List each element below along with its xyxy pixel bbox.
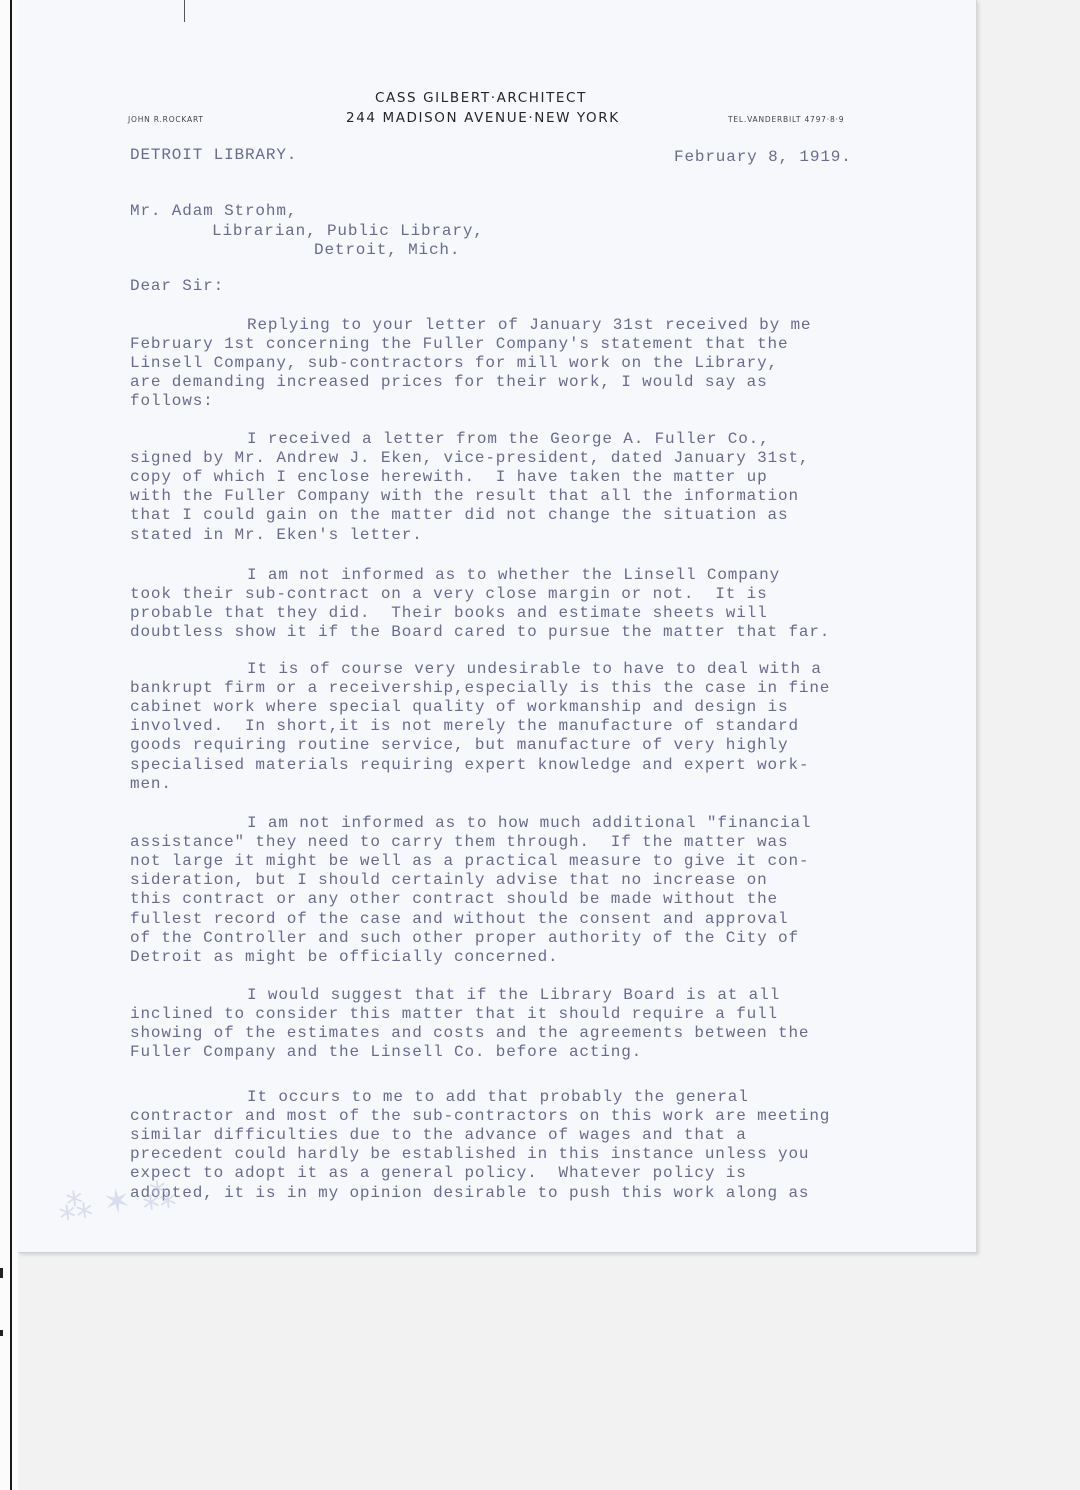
scan-backdrop (0, 0, 18, 1490)
letter-heading: DETROIT LIBRARY. (130, 146, 298, 164)
letterhead-address: 244 MADISON AVENUE·NEW YORK (346, 110, 620, 126)
paragraph-line: signed by Mr. Andrew J. Eken, vice-president, dated January 31st, (130, 449, 810, 468)
paragraph-line: specialised materials requiring expert knowledge and expert work- (130, 755, 810, 774)
paragraph-line: precedent could hardly be established in this instance unless you (130, 1145, 810, 1164)
paragraph-line: February 1st concerning the Fuller Company's statement that the (130, 335, 789, 354)
paragraph-line: fullest record of the case and without the consent and approval (130, 909, 789, 928)
paragraph-line: I received a letter from the George A. Fuller Co., (247, 430, 770, 448)
paragraph-line: showing of the estimates and costs and the agreements between the (130, 1024, 810, 1043)
paragraph-line: doubtless show it if the Board cared to pursue the matter that far. (130, 623, 831, 642)
scan-edge-line (10, 0, 12, 1490)
paragraph-line: Replying to your letter of January 31st received by me (247, 316, 812, 334)
paragraph-line: are demanding increased prices for their work, I would say as (130, 373, 768, 392)
faded-stamp-mark: ⁂ ✶ ⁂ (56, 1174, 179, 1230)
paragraph-line: It occurs to me to add that probably the general (247, 1088, 749, 1106)
letter-date: February 8, 1919. (674, 148, 852, 166)
paragraph-line: bankrupt firm or a receivership,especially is this the case in fine (130, 679, 831, 698)
paragraph-line: contractor and most of the sub-contractors on this work are meeting (130, 1107, 831, 1126)
paragraph-line: adopted, it is in my opinion desirable to push this work along as (130, 1183, 810, 1202)
paragraph-line: It is of course very undesirable to have to deal with a (247, 660, 822, 678)
paragraph-line: follows: (130, 392, 214, 411)
paragraph-line: this contract or any other contract should be made without the (130, 890, 778, 909)
letterhead-firm: CASS GILBERT·ARCHITECT (375, 90, 587, 106)
scan-edge-mark (0, 1330, 3, 1336)
paragraph-line: of the Controller and such other proper authority of the City of (130, 928, 799, 947)
recipient-city: Detroit, Mich. (314, 241, 461, 259)
paper-fold-mark (184, 0, 185, 22)
paragraph-line: I am not informed as to how much additional "financial (247, 814, 812, 832)
letterhead-telephone: TEL.VANDERBILT 4797·8·9 (728, 115, 845, 124)
paragraph-line: with the Fuller Company with the result that all the information (130, 487, 799, 506)
scan-edge-mark (0, 1268, 3, 1278)
salutation: Dear Sir: (130, 277, 225, 295)
paragraph-line: not large it might be well as a practical measure to give it con- (130, 852, 810, 871)
letter-page (18, 0, 977, 1253)
paragraph-line: stated in Mr. Eken's letter. (130, 525, 423, 544)
paragraph-line: I would suggest that if the Library Board is at all (247, 986, 781, 1004)
paragraph-line: copy of which I enclose herewith. I have taken the matter up (130, 468, 768, 487)
paragraph-line: assistance" they need to carry them through. If the matter was (130, 833, 789, 852)
paragraph-line: goods requiring routine service, but manufacture of very highly (130, 736, 789, 755)
paragraph-line: Linsell Company, sub-contractors for mill work on the Library, (130, 354, 778, 373)
paragraph-line: that I could gain on the matter did not change the situation as (130, 506, 789, 525)
paragraph-line: similar difficulties due to the advance of wages and that a (130, 1126, 747, 1145)
paragraph-line: Fuller Company and the Linsell Co. before acting. (130, 1043, 643, 1062)
paragraph-line: I am not informed as to whether the Linsell Company (247, 566, 781, 584)
recipient-name: Mr. Adam Strohm, (130, 202, 298, 220)
recipient-title: Librarian, Public Library, (212, 222, 484, 240)
paragraph-line: inclined to consider this matter that it should require a full (130, 1005, 778, 1024)
paragraph-line: took their sub-contract on a very close margin or not. It is (130, 585, 768, 604)
paragraph-line: cabinet work where special quality of workmanship and design is (130, 698, 789, 717)
paragraph-line: expect to adopt it as a general policy. Whatever policy is (130, 1164, 747, 1183)
paragraph-line: sideration, but I should certainly advise that no increase on (130, 871, 768, 890)
paragraph-line: involved. In short,it is not merely the manufacture of standard (130, 717, 799, 736)
paragraph-line: Detroit as might be officially concerned. (130, 947, 559, 966)
paragraph-line: probable that they did. Their books and estimate sheets will (130, 604, 768, 623)
paragraph-line: men. (130, 774, 172, 793)
letterhead-left-name: JOHN R.ROCKART (128, 115, 204, 124)
